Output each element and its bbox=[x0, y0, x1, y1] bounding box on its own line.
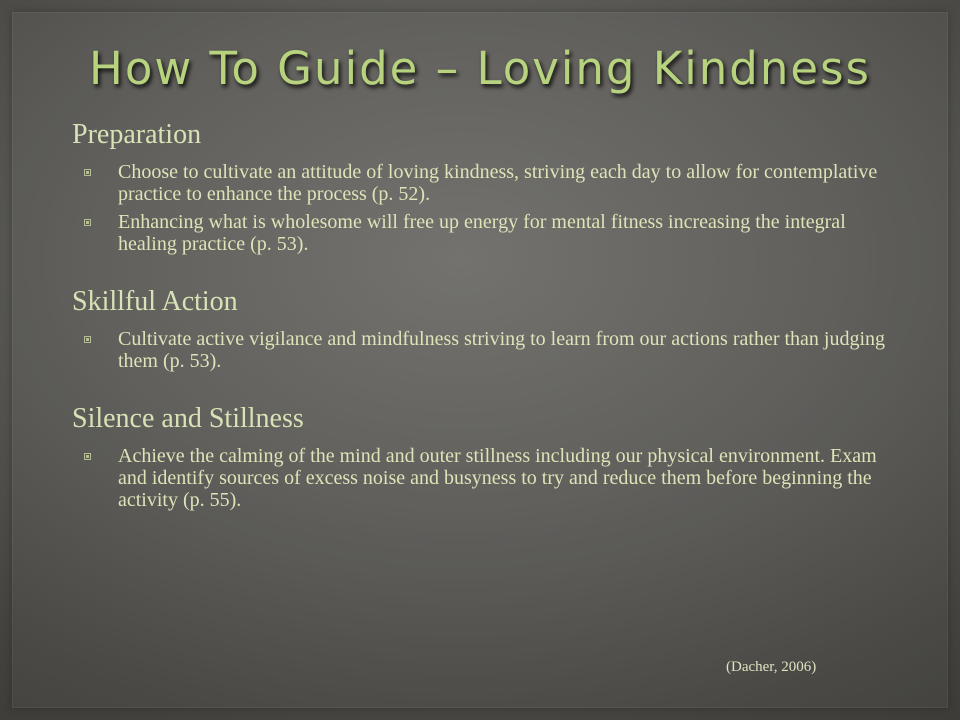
square-bullet-icon bbox=[84, 336, 91, 343]
citation: (Dacher, 2006) bbox=[726, 659, 817, 675]
square-bullet-icon bbox=[84, 169, 91, 176]
bullet-item bbox=[72, 445, 892, 511]
square-bullet-icon bbox=[84, 453, 91, 460]
square-bullet-icon bbox=[84, 219, 91, 226]
bullet-text: Enhancing what is wholesome will free up energy for mental fitness increasing the integral healing practice (p. 53). bbox=[118, 211, 846, 255]
bullet-text: Achieve the calming of the mind and outer stillness including our physical environment. Exam and identify sources of excess noise and busyness to try and reduce them before beginning the activity (p. 55). bbox=[118, 445, 877, 511]
section-heading-preparation: Preparation bbox=[72, 119, 202, 150]
slide-content bbox=[72, 118, 892, 517]
slide-title: How To Guide – Loving Kindness bbox=[89, 42, 871, 95]
section-heading-skillful-action: Skillful Action bbox=[72, 286, 238, 317]
bullet-text: Cultivate active vigilance and mindfulness striving to learn from our actions rather than judging them (p. 53). bbox=[118, 328, 886, 372]
section-heading-silence-and-stillness: Silence and Stillness bbox=[72, 403, 304, 434]
bullet-item bbox=[72, 211, 892, 255]
bullet-list-skillful-action bbox=[72, 328, 892, 372]
bullet-item bbox=[72, 161, 892, 205]
bullet-item bbox=[72, 328, 892, 372]
bullet-list-silence-and-stillness bbox=[72, 445, 892, 511]
bullet-text: Choose to cultivate an attitude of loving kindness, striving each day to allow for contemplative practice to enhance the process (p. 52). bbox=[118, 161, 878, 205]
bullet-list-preparation bbox=[72, 161, 892, 255]
